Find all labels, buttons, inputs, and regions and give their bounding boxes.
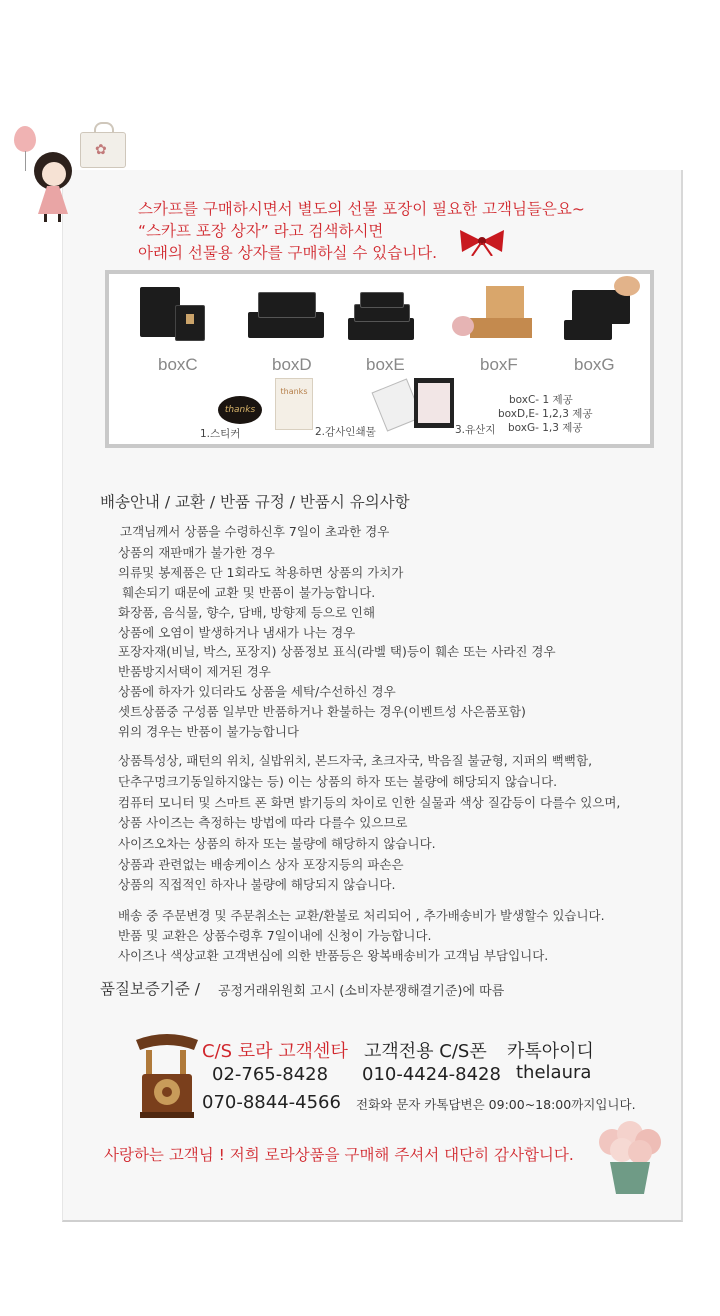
thank-you-card-image: thanks (275, 378, 313, 430)
extra-print-label: 2.감사인쇄물 (315, 426, 376, 438)
policy-line: 반품방지서택이 제거된 경우 (118, 664, 271, 679)
kakao-id[interactable]: thelaura (516, 1062, 592, 1083)
policy-line: 상품특성상, 패턴의 위치, 실밥위치, 본드자국, 초크자국, 박음질 불균형, 지퍼의 뻑뻑함, (118, 753, 593, 768)
cs-center-title: C/S 로라 고객센타 (202, 1041, 348, 1062)
box-info-1: boxC- 1 제공 (509, 394, 573, 406)
balloon-string (25, 151, 26, 171)
policy-line: 단추구멍크기동일하지않는 등) 이는 상품의 하자 또는 불량에 해당되지 않습니다. (118, 774, 558, 789)
ribbon-icon (452, 226, 512, 256)
intro-line-2: “스카프 포장 상자” 라고 검색하시면 (138, 222, 384, 240)
girl-leg (58, 214, 61, 222)
policy-line: 상품 사이즈는 측정하는 방법에 따라 다를수 있으므로 (118, 815, 408, 830)
policy-line: 의류및 봉제품은 단 1회라도 착용하면 상품의 가치가 (118, 565, 404, 580)
cs-phone-1[interactable]: 02-765-8428 (212, 1064, 329, 1085)
policy-line: 고객님께서 상품을 수령하신후 7일이 초과한 경우 (120, 524, 390, 539)
extra-tissue-label: 3.유산지 (455, 424, 496, 436)
policy-line: 반품 및 교환은 상품수령후 7일이내에 신청이 가능합니다. (118, 928, 432, 943)
box-f-base (470, 318, 532, 338)
policy-line: 컴퓨터 모니터 및 스마트 폰 화면 밝기등의 차이로 인한 실물과 색상 질감등이 다를수 있으며, (118, 795, 621, 810)
box-label-e: boxE (366, 355, 405, 374)
balloon-illustration (14, 126, 36, 152)
policy-line: 사이즈오차는 상품의 하자 또는 불량에 해당하지 않습니다. (118, 836, 436, 851)
cs-phone-2[interactable]: 070-8844-4566 (202, 1092, 341, 1113)
flower-decoration (452, 316, 474, 336)
thanks-message: 사랑하는 고객님 ! 저희 로라상품을 구매해 주셔서 대단히 감사합니다. (104, 1146, 574, 1164)
extra-sticker-label: 1.스티커 (200, 428, 241, 440)
policy-line: 훼손되기 때문에 교환 및 반품이 불가능합니다. (122, 585, 376, 600)
policy-line: 상품과 관련없는 배송케이스 상자 포장지등의 파손은 (118, 857, 404, 872)
policy-line: 상품에 오염이 발생하거나 냄새가 나는 경우 (118, 625, 356, 640)
intro-line-3: 아래의 선물용 상자를 구매하실 수 있습니다. (138, 244, 438, 262)
box-e-top (360, 292, 404, 308)
box-info-3: boxG- 1,3 제공 (508, 422, 583, 434)
policy-line: 사이즈나 색상교환 고객변심에 의한 반품등은 왕복배송비가 고객님 부담입니다. (118, 948, 549, 963)
mobile-cs-phone[interactable]: 010-4424-8428 (362, 1064, 501, 1085)
flower-decoration (614, 276, 640, 296)
contact-hours: 전화와 문자 카톡답변은 09:00~18:00까지입니다. (356, 1097, 636, 1112)
section-title: 배송안내 / 교환 / 반품 규정 / 반품시 유의사항 (100, 493, 410, 511)
box-label-f: boxF (480, 355, 518, 374)
bow-icon: ✿ (95, 142, 107, 158)
mobile-cs-title: 고객전용 C/S폰 (364, 1041, 487, 1062)
policy-line: 셋트상품중 구성품 일부만 반품하거나 환불하는 경우(이벤트성 사은품포함) (118, 704, 526, 719)
policy-line: 배송 중 주문변경 및 주문취소는 교환/환불로 처리되어 , 추가배송비가 발생할수 있습니다. (118, 908, 605, 923)
box-label-c: boxC (158, 355, 198, 374)
policy-line: 화장품, 음식물, 향수, 담배, 방향제 등으로 인해 (118, 605, 376, 620)
policy-line: 위의 경우는 반품이 불가능합니다 (118, 724, 299, 739)
box-info-2: boxD,E- 1,2,3 제공 (498, 408, 593, 420)
girl-face (42, 162, 66, 186)
box-c-image (140, 287, 180, 337)
box-g-bottom (564, 320, 612, 340)
quality-title: 품질보증기준 / (100, 980, 200, 998)
policy-line: 상품에 하자가 있더라도 상품을 세탁/수선하신 경우 (118, 684, 396, 699)
kakao-title: 카톡아이디 (507, 1041, 594, 1062)
girl-leg (44, 214, 47, 222)
policy-line: 상품의 직접적인 하자나 불량에 해당되지 않습니다. (118, 877, 396, 892)
intro-line-1: 스카프를 구매하시면서 별도의 선물 포장이 필요한 고객님들은요~ (138, 200, 585, 218)
box-label-g: boxG (574, 355, 615, 374)
sticker-image: thanks (218, 396, 262, 424)
policy-line: 포장자재(비닐, 박스, 포장지) 상품정보 표식(라벨 택)등이 훼손 또는 사라진 경우 (118, 644, 556, 659)
box-label-d: boxD (272, 355, 312, 374)
quality-text: 공정거래위원회 고시 (소비자분쟁해결기준)에 따름 (218, 984, 505, 999)
box-c-tag (186, 314, 194, 324)
flower-pot-icon (590, 1120, 670, 1200)
policy-line: 상품의 재판매가 불가한 경우 (118, 545, 275, 560)
telephone-icon (132, 1030, 202, 1120)
tissue-paper-inner (418, 383, 450, 423)
box-d-top (258, 292, 316, 318)
